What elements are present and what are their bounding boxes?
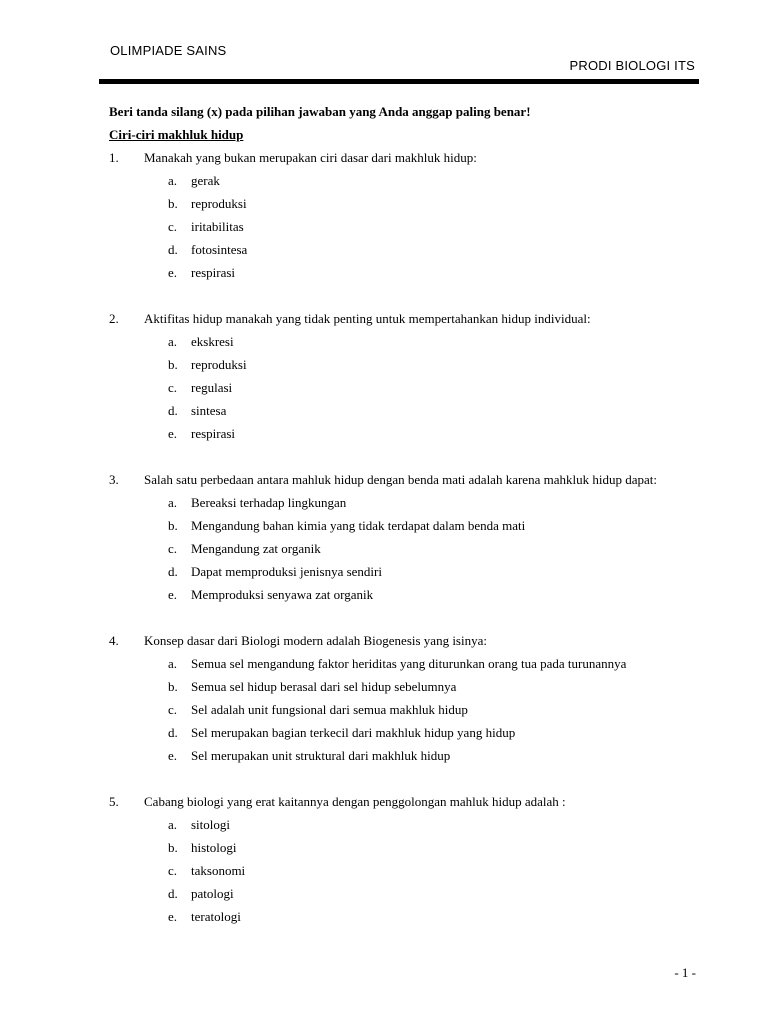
option-letter: d. <box>168 886 178 901</box>
answer-option <box>168 330 695 353</box>
answer-option <box>168 192 695 215</box>
question-list <box>109 146 695 928</box>
option-text: patologi <box>191 886 234 901</box>
answer-option <box>168 721 695 744</box>
spacer <box>109 606 695 629</box>
option-letter: a. <box>168 656 178 671</box>
question <box>109 146 695 169</box>
question-block <box>109 468 695 629</box>
answer-option <box>168 652 695 675</box>
option-letter: b. <box>168 679 178 694</box>
header-right: PRODI BIOLOGI ITS <box>569 58 695 73</box>
option-text: Semua sel mengandung faktor heriditas yang diturunkan orang tua pada turunannya <box>191 656 627 671</box>
option-letter: b. <box>168 196 178 211</box>
option-text: reproduksi <box>191 196 247 211</box>
option-letter: d. <box>168 403 178 418</box>
answer-option <box>168 169 695 192</box>
answer-option <box>168 238 695 261</box>
answer-option <box>168 422 695 445</box>
option-letter: c. <box>168 863 178 878</box>
option-text: Dapat memproduksi jenisnya sendiri <box>191 564 382 579</box>
answer-option <box>168 675 695 698</box>
option-text: Sel merupakan bagian terkecil dari makhluk hidup yang hidup <box>191 725 516 740</box>
option-letter: c. <box>168 380 178 395</box>
option-letter: c. <box>168 219 178 234</box>
question-number: 5. <box>109 794 119 809</box>
option-text: sintesa <box>191 403 227 418</box>
option-letter: d. <box>168 242 178 257</box>
answer-option <box>168 698 695 721</box>
question-text: Manakah yang bukan merupakan ciri dasar dari makhluk hidup: <box>144 150 477 165</box>
question <box>109 629 695 652</box>
option-list <box>109 169 695 284</box>
option-letter: e. <box>168 909 178 924</box>
header-rule <box>99 79 699 84</box>
answer-option <box>168 905 695 928</box>
option-text: Mengandung zat organik <box>191 541 321 556</box>
option-list <box>109 813 695 928</box>
option-text: reproduksi <box>191 357 247 372</box>
answer-option <box>168 744 695 767</box>
option-letter: a. <box>168 334 178 349</box>
question-text: Aktifitas hidup manakah yang tidak penting untuk mempertahankan hidup individual: <box>144 311 591 326</box>
option-text: Bereaksi terhadap lingkungan <box>191 495 347 510</box>
question-block <box>109 629 695 790</box>
question-number: 3. <box>109 472 119 487</box>
answer-option <box>168 514 695 537</box>
answer-option <box>168 353 695 376</box>
question-block <box>109 790 695 928</box>
answer-option <box>168 560 695 583</box>
option-text: respirasi <box>191 265 236 280</box>
question-block <box>109 146 695 307</box>
option-text: Memproduksi senyawa zat organik <box>191 587 374 602</box>
question-number: 4. <box>109 633 119 648</box>
question-text: Konsep dasar dari Biologi modern adalah Biogenesis yang isinya: <box>144 633 487 648</box>
answer-option <box>168 813 695 836</box>
option-letter: b. <box>168 518 178 533</box>
option-text: histologi <box>191 840 237 855</box>
option-text: fotosintesa <box>191 242 248 257</box>
answer-option <box>168 882 695 905</box>
spacer <box>109 284 695 307</box>
option-text: regulasi <box>191 380 233 395</box>
question-block <box>109 307 695 468</box>
option-text: Sel adalah unit fungsional dari semua makhluk hidup <box>191 702 468 717</box>
answer-option <box>168 836 695 859</box>
option-text: sitologi <box>191 817 231 832</box>
option-text: taksonomi <box>191 863 246 878</box>
question <box>109 790 695 813</box>
answer-option <box>168 537 695 560</box>
option-letter: a. <box>168 495 178 510</box>
option-text: gerak <box>191 173 220 188</box>
spacer <box>109 767 695 790</box>
question-text: Salah satu perbedaan antara mahluk hidup dengan benda mati adalah karena mahkluk hidup dapat: <box>144 472 657 487</box>
option-list <box>109 491 695 606</box>
question-text: Cabang biologi yang erat kaitannya dengan penggolongan mahluk hidup adalah : <box>144 794 566 809</box>
option-letter: b. <box>168 357 178 372</box>
question <box>109 468 695 491</box>
option-letter: d. <box>168 564 178 579</box>
answer-option <box>168 376 695 399</box>
answer-option <box>168 399 695 422</box>
option-text: Semua sel hidup berasal dari sel hidup sebelumnya <box>191 679 457 694</box>
option-text: Sel merupakan unit struktural dari makhluk hidup <box>191 748 451 763</box>
answer-option <box>168 491 695 514</box>
question <box>109 307 695 330</box>
spacer <box>109 445 695 468</box>
answer-option <box>168 583 695 606</box>
option-letter: a. <box>168 817 178 832</box>
header-left: OLIMPIADE SAINS <box>110 43 227 58</box>
question-number: 2. <box>109 311 119 326</box>
option-list <box>109 652 695 767</box>
option-letter: d. <box>168 725 178 740</box>
option-letter: c. <box>168 541 178 556</box>
option-text: ekskresi <box>191 334 234 349</box>
answer-option <box>168 215 695 238</box>
option-letter: b. <box>168 840 178 855</box>
answer-option <box>168 859 695 882</box>
option-text: Mengandung bahan kimia yang tidak terdapat dalam benda mati <box>191 518 526 533</box>
option-list <box>109 330 695 445</box>
option-text: teratologi <box>191 909 241 924</box>
answer-option <box>168 261 695 284</box>
option-text: iritabilitas <box>191 219 244 234</box>
option-letter: a. <box>168 173 178 188</box>
option-letter: e. <box>168 426 178 441</box>
option-letter: e. <box>168 748 178 763</box>
section-title: Ciri-ciri makhluk hidup <box>109 127 244 142</box>
page-number: - 1 - <box>674 965 696 980</box>
instruction: Beri tanda silang (x) pada pilihan jawaban yang Anda anggap paling benar! <box>109 104 531 119</box>
option-letter: e. <box>168 265 178 280</box>
option-letter: e. <box>168 587 178 602</box>
option-text: respirasi <box>191 426 236 441</box>
question-number: 1. <box>109 150 119 165</box>
option-letter: c. <box>168 702 178 717</box>
document-body <box>109 100 695 928</box>
